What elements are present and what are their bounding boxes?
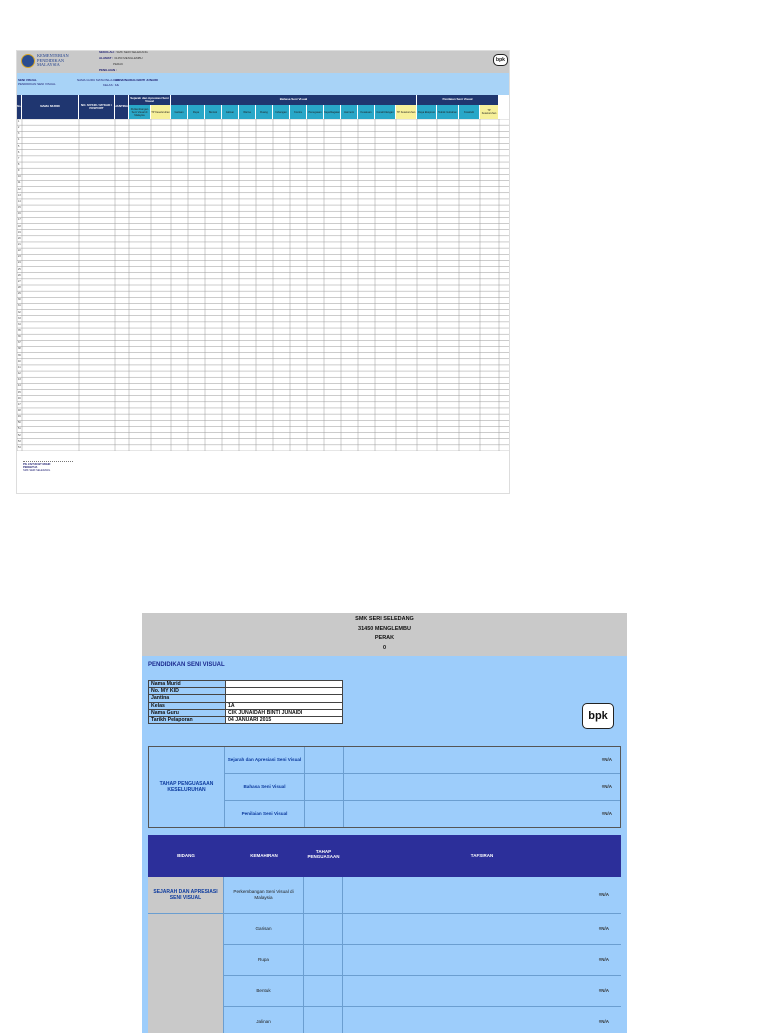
- header-no: No.: [17, 95, 22, 119]
- row-number: 46: [18, 396, 21, 400]
- student-info-table: [148, 680, 343, 724]
- subheader-cell: Warna: [239, 105, 256, 119]
- sheet-table-header: [17, 95, 510, 119]
- subheader-cell: Bentuk: [205, 105, 222, 119]
- ministry-crest-icon: [21, 54, 35, 68]
- subheader-cell: Kontra: [290, 105, 307, 119]
- overall-mastery-box: [148, 746, 621, 828]
- subheader-cell: Corak/Ulangan: [375, 105, 396, 119]
- row-number: 49: [18, 415, 21, 419]
- subheader-cell: Daya Ekspresi: [417, 105, 437, 119]
- bpk-logo: bpk: [493, 54, 508, 66]
- subheader-cell: Penegasan: [307, 105, 324, 119]
- row-number: 12: [18, 187, 21, 191]
- subheader-cell: Kepelbagaian: [324, 105, 341, 119]
- header-gender: JANTINA: [115, 95, 129, 119]
- row-number: 4: [18, 138, 20, 142]
- header-ic: NO. MYKID / MYKAD / PASPORT: [79, 95, 115, 119]
- row-number: 33: [18, 316, 21, 320]
- school-code: 0: [382, 644, 387, 651]
- header-group-sejarah: Sejarah dan Apresiasi Seni Visual: [129, 95, 171, 105]
- row-number: 6: [18, 150, 20, 154]
- overall-tp-cell: [305, 774, 344, 801]
- subheader-cell: Kreativiti: [459, 105, 480, 119]
- row-number: 48: [18, 408, 21, 412]
- info-row: Nama Murid: [149, 681, 343, 688]
- row-number: 24: [18, 261, 21, 265]
- ministry-name: KEMENTERIAN PENDIDIKAN MALAYSIA: [37, 53, 69, 68]
- row-number: 11: [18, 181, 21, 185]
- info-row: Tarikh Pelaporan 04 JANUARI 2015: [149, 716, 343, 723]
- subheader-cell: Kesatuan: [358, 105, 375, 119]
- header-group-penilaian: Penilaian Seni Visual: [417, 95, 499, 105]
- skill-desc-cell: #N/A: [343, 945, 621, 976]
- skill-tp-cell: [304, 877, 343, 914]
- subheader-cell: Harmoni: [341, 105, 358, 119]
- row-number: 51: [18, 427, 21, 431]
- subheader-cell: Jalinan: [222, 105, 239, 119]
- subheader-cell: Garisan: [171, 105, 188, 119]
- detail-table-body: [148, 877, 621, 1033]
- subheader-cell: Perkembangan Seni Visual di Malaysia: [129, 105, 151, 119]
- report-header: [142, 613, 627, 656]
- class-record-sheet: [16, 50, 510, 494]
- row-number: 3: [18, 132, 20, 136]
- row-number: 42: [18, 372, 21, 376]
- row-number: 21: [18, 242, 21, 246]
- row-number: 22: [18, 249, 21, 253]
- row-number: 16: [18, 212, 21, 216]
- skill-label: Bentuk: [224, 976, 304, 1007]
- row-number: 31: [18, 304, 21, 308]
- skill-label: Rupa: [224, 945, 304, 976]
- row-number: 43: [18, 378, 21, 382]
- row-number: 19: [18, 230, 21, 234]
- header-tafsiran: TAFSIRAN: [470, 853, 494, 858]
- skill-desc-cell: #N/A: [343, 877, 621, 914]
- bidang-cell-empty: [148, 914, 224, 1033]
- row-number: 8: [18, 163, 20, 167]
- row-number: 36: [18, 335, 21, 339]
- row-number: 40: [18, 359, 21, 363]
- subheader-cell: Rupa: [188, 105, 205, 119]
- row-number: 10: [18, 175, 21, 179]
- row-number: 35: [18, 329, 21, 333]
- row-number: 29: [18, 292, 21, 296]
- subheader-cell: TP Keseluruhan: [480, 105, 499, 119]
- row-number: 44: [18, 384, 21, 388]
- overall-tp-cell: [305, 801, 344, 827]
- row-number: 47: [18, 402, 21, 406]
- info-row: No. MY KID: [149, 688, 343, 695]
- skill-tp-cell: [304, 914, 343, 945]
- skill-label: Garisan: [224, 914, 304, 945]
- row-number: 13: [18, 193, 21, 197]
- row-number: 17: [18, 218, 21, 222]
- row-number: 1: [18, 120, 20, 123]
- bidang-cell: SEJARAH DAN APRESIASI SENI VISUAL: [148, 877, 224, 914]
- row-number: 53: [18, 439, 21, 443]
- overall-area-label: Sejarah dan Apresiasi Seni Visual: [225, 747, 305, 774]
- row-number: 50: [18, 421, 21, 425]
- row-number: 45: [18, 390, 21, 394]
- skill-tp-cell: [304, 945, 343, 976]
- overall-area-label: Bahasa Seni Visual: [225, 774, 305, 801]
- row-number: 38: [18, 347, 21, 351]
- skill-label: Perkembangan Seni Visual di Malaysia: [224, 877, 304, 914]
- row-number: 14: [18, 199, 21, 203]
- skill-desc-cell: #N/A: [343, 1007, 621, 1033]
- subheader-cell: TP Keseluruhan: [151, 105, 171, 119]
- row-number: 30: [18, 298, 21, 302]
- header-group-bahasa: Bahasa Seni Visual: [171, 95, 417, 105]
- row-number: 26: [18, 273, 21, 277]
- school-address: 31450 MENGLEMBU: [358, 625, 411, 632]
- subheader-cell: Teknik Gubahan: [437, 105, 459, 119]
- detail-table-header: [148, 835, 621, 877]
- row-number: 39: [18, 353, 21, 357]
- skill-desc-cell: #N/A: [343, 914, 621, 945]
- row-number: 28: [18, 286, 21, 289]
- skill-desc-cell: #N/A: [343, 976, 621, 1007]
- row-number: 27: [18, 279, 21, 283]
- row-number: 37: [18, 341, 21, 345]
- overall-mastery-label: TAHAP PENGUASAAN KESELURUHAN: [149, 747, 225, 827]
- row-number: 25: [18, 267, 21, 271]
- row-number: 20: [18, 236, 21, 240]
- row-number: 9: [18, 169, 20, 173]
- header-name: NAMA MURID: [22, 95, 79, 119]
- sheet-subject-band: SENI VISUAL PENDIDIKAN SENI VISUAL NAMA GURU MATA PELAJARAN : CIK JUNAIDAH BINTI JUNAIDI KELAS : 1A: [17, 73, 510, 95]
- school-state: PERAK: [374, 635, 395, 641]
- bpk-logo-large: bpk: [582, 703, 614, 729]
- sheet-header: KEMENTERIAN PENDIDIKAN MALAYSIA SEKOLAH : SMK SERI SELEDANG ALAMAT : 31450 MENGLEMBU PERAK PENILAIAN : bpk: [17, 51, 510, 73]
- row-number: 32: [18, 310, 21, 314]
- school-name: SMK SERI SELEDANG: [355, 616, 414, 622]
- subheader-cell: Ruang: [256, 105, 273, 119]
- skill-label: Jalinan: [224, 1007, 304, 1033]
- header-tahap: TAHAP PENGUASAAN: [307, 849, 340, 859]
- row-number: 54: [18, 445, 21, 449]
- row-number: 52: [18, 433, 21, 437]
- overall-desc-cell: #N/A: [601, 811, 612, 816]
- row-number: 23: [18, 255, 21, 259]
- info-row: Jantina: [149, 695, 343, 702]
- overall-desc-cell: #N/A: [344, 774, 620, 801]
- info-row: Nama Guru CIK JUNAIDAH BINTI JUNAIDI: [149, 709, 343, 716]
- row-number: 41: [18, 365, 21, 369]
- row-number: 15: [18, 206, 21, 210]
- principal-signature: PN. ZAITUN BT MOHD PENGETUA SMK SERI SELEDANG: [23, 463, 51, 472]
- header-kemahiran: KEMAHIRAN: [250, 853, 278, 858]
- row-number: 7: [18, 156, 20, 160]
- signature-line: [23, 461, 73, 462]
- row-number: 18: [18, 224, 21, 228]
- skill-tp-cell: [304, 976, 343, 1007]
- subheader-cell: Imbangan: [273, 105, 290, 119]
- student-report-card: [142, 613, 627, 1033]
- subject-title: PENDIDIKAN SENI VISUAL: [148, 662, 225, 668]
- row-number: 5: [18, 144, 20, 148]
- row-number: 2: [18, 126, 20, 130]
- subheader-cell: TP Keseluruhan: [396, 105, 417, 119]
- overall-area-label: Penilaian Seni Visual: [225, 801, 305, 827]
- info-row: Kelas 1A: [149, 702, 343, 709]
- overall-desc-cell: #N/A: [344, 747, 620, 774]
- student-grid: [17, 119, 510, 451]
- header-bidang: BIDANG: [177, 853, 195, 858]
- skill-tp-cell: [304, 1007, 343, 1033]
- row-numbers: [17, 119, 23, 451]
- row-number: 34: [18, 322, 21, 326]
- overall-tp-cell: [305, 747, 344, 774]
